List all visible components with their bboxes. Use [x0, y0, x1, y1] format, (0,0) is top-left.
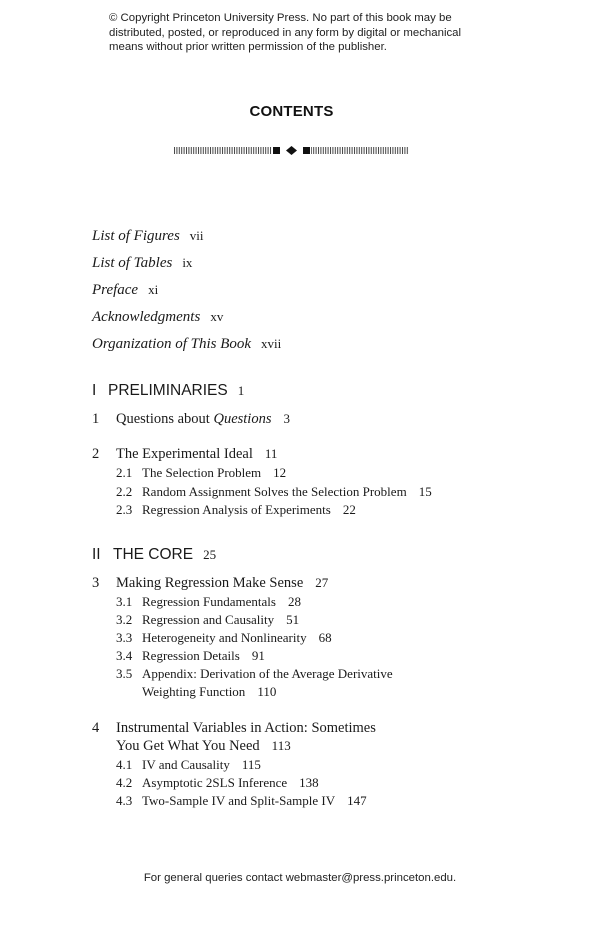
toc-entry-title: Preface: [92, 282, 139, 298]
section-title: Appendix: Derivation of the Average Derivative: [142, 666, 393, 681]
section-title: Regression and Causality: [142, 612, 275, 627]
toc-page-number: 25: [203, 547, 217, 562]
toc-section[interactable]: [116, 648, 265, 664]
copyright-notice: [109, 11, 529, 55]
toc-front-entry[interactable]: [92, 282, 158, 299]
toc-section[interactable]: [116, 484, 432, 500]
section-number: 3.4: [116, 648, 133, 663]
toc-section-continuation[interactable]: [142, 684, 276, 700]
chapter-number: 1: [92, 411, 100, 427]
toc-page-number: xi: [148, 282, 159, 297]
toc-chapter[interactable]: [92, 720, 376, 737]
section-number: 3.2: [116, 612, 133, 627]
section-number: 4.2: [116, 775, 133, 790]
toc-section[interactable]: [116, 775, 319, 791]
toc-entry-title: Organization of This Book: [92, 336, 252, 352]
section-number: 2.1: [116, 465, 133, 480]
toc-page-number: 12: [273, 465, 287, 480]
toc-page-number: 3: [283, 411, 290, 426]
toc-page-number: 147: [347, 793, 367, 808]
toc-page-number: vii: [189, 228, 204, 243]
section-title: Random Assignment Solves the Selection Problem: [142, 484, 407, 499]
toc-page-number: 51: [286, 612, 300, 627]
toc-page-number: 15: [418, 484, 432, 499]
toc-chapter[interactable]: [92, 446, 277, 463]
section-title: The Selection Problem: [142, 465, 262, 480]
part-title: PRELIMINARIES: [108, 382, 228, 399]
toc-page-number: 28: [287, 594, 301, 609]
toc-entry-title: Acknowledgments: [92, 309, 201, 325]
chapter-title: Instrumental Variables in Action: Sometimes: [116, 720, 376, 736]
toc-page-number: xvii: [261, 336, 282, 351]
section-title: Two-Sample IV and Split-Sample IV: [142, 793, 336, 808]
toc-section[interactable]: [116, 502, 356, 518]
toc-chapter[interactable]: [92, 575, 328, 592]
toc-page-number: 110: [257, 684, 277, 699]
section-title: Regression Analysis of Experiments: [142, 502, 331, 517]
toc-section[interactable]: [116, 465, 286, 481]
copyright-line: distributed, posted, or reproduced in any form by digital or mechanical: [109, 26, 462, 39]
section-number: 4.3: [116, 793, 133, 808]
toc-entry-title: List of Tables: [92, 255, 173, 271]
chapter-number: 2: [92, 446, 100, 462]
toc-chapter[interactable]: [92, 411, 290, 428]
toc-page-number: 22: [342, 502, 356, 517]
toc-section[interactable]: [116, 793, 367, 809]
toc-front-entry[interactable]: [92, 228, 204, 245]
section-title: Regression Fundamentals: [142, 594, 276, 609]
section-title: IV and Causality: [142, 757, 230, 772]
toc-page-number: 27: [315, 575, 329, 590]
section-title-continued: Weighting Function: [142, 684, 246, 699]
toc-front-entry[interactable]: [92, 309, 223, 326]
chapter-title: Making Regression Make Sense: [116, 575, 304, 591]
toc-front-entry[interactable]: [92, 255, 192, 272]
toc-section[interactable]: [116, 757, 261, 773]
copyright-line: means without prior written permission of the publisher.: [109, 41, 387, 53]
section-number: 2.2: [116, 484, 133, 499]
copyright-line: © Copyright Princeton University Press. No part of this book may be: [109, 12, 452, 24]
toc-page-number: 1: [237, 383, 245, 398]
section-title: Heterogeneity and Nonlinearity: [142, 630, 307, 645]
chapter-title-italic: Questions: [213, 411, 272, 427]
toc-page-number: 68: [318, 630, 332, 645]
section-number: 3.1: [116, 594, 133, 609]
chapter-title: The Experimental Ideal: [116, 446, 253, 462]
toc-page-number: 11: [264, 446, 278, 461]
chapter-number: 3: [92, 575, 100, 591]
toc-chapter-continuation[interactable]: [116, 738, 291, 755]
section-number: 2.3: [116, 502, 133, 517]
toc-part-heading[interactable]: [92, 382, 244, 400]
toc-front-entry[interactable]: [92, 336, 281, 353]
section-number: 3.5: [116, 666, 133, 681]
toc-section[interactable]: [116, 612, 299, 628]
part-number: I: [92, 382, 97, 399]
ornament-divider: [174, 146, 409, 156]
section-title: Regression Details: [142, 648, 240, 663]
toc-section[interactable]: [116, 630, 332, 646]
part-title: THE CORE: [113, 546, 194, 563]
chapter-title-continued: You Get What You Need: [116, 738, 260, 754]
toc-entry-title: List of Figures: [92, 228, 180, 244]
section-number: 4.1: [116, 757, 133, 772]
chapter-number: 4: [92, 720, 100, 736]
toc-page-number: xv: [210, 309, 224, 324]
section-title: Asymptotic 2SLS Inference: [142, 775, 288, 790]
toc-page-number: 91: [251, 648, 265, 663]
toc-page-number: 115: [241, 757, 261, 772]
toc-page-number: 113: [271, 738, 291, 753]
footer-contact: For general queries contact webmaster@press.princeton.edu.: [143, 872, 457, 884]
toc-part-heading[interactable]: [92, 546, 216, 564]
section-number: 3.3: [116, 630, 133, 645]
toc-page-number: ix: [182, 255, 193, 270]
page-title: CONTENTS: [249, 103, 334, 120]
chapter-title: Questions about: [116, 411, 214, 427]
toc-page-number: 138: [299, 775, 319, 790]
part-number: II: [92, 546, 101, 563]
toc-section[interactable]: [116, 666, 393, 682]
toc-section[interactable]: [116, 594, 301, 610]
